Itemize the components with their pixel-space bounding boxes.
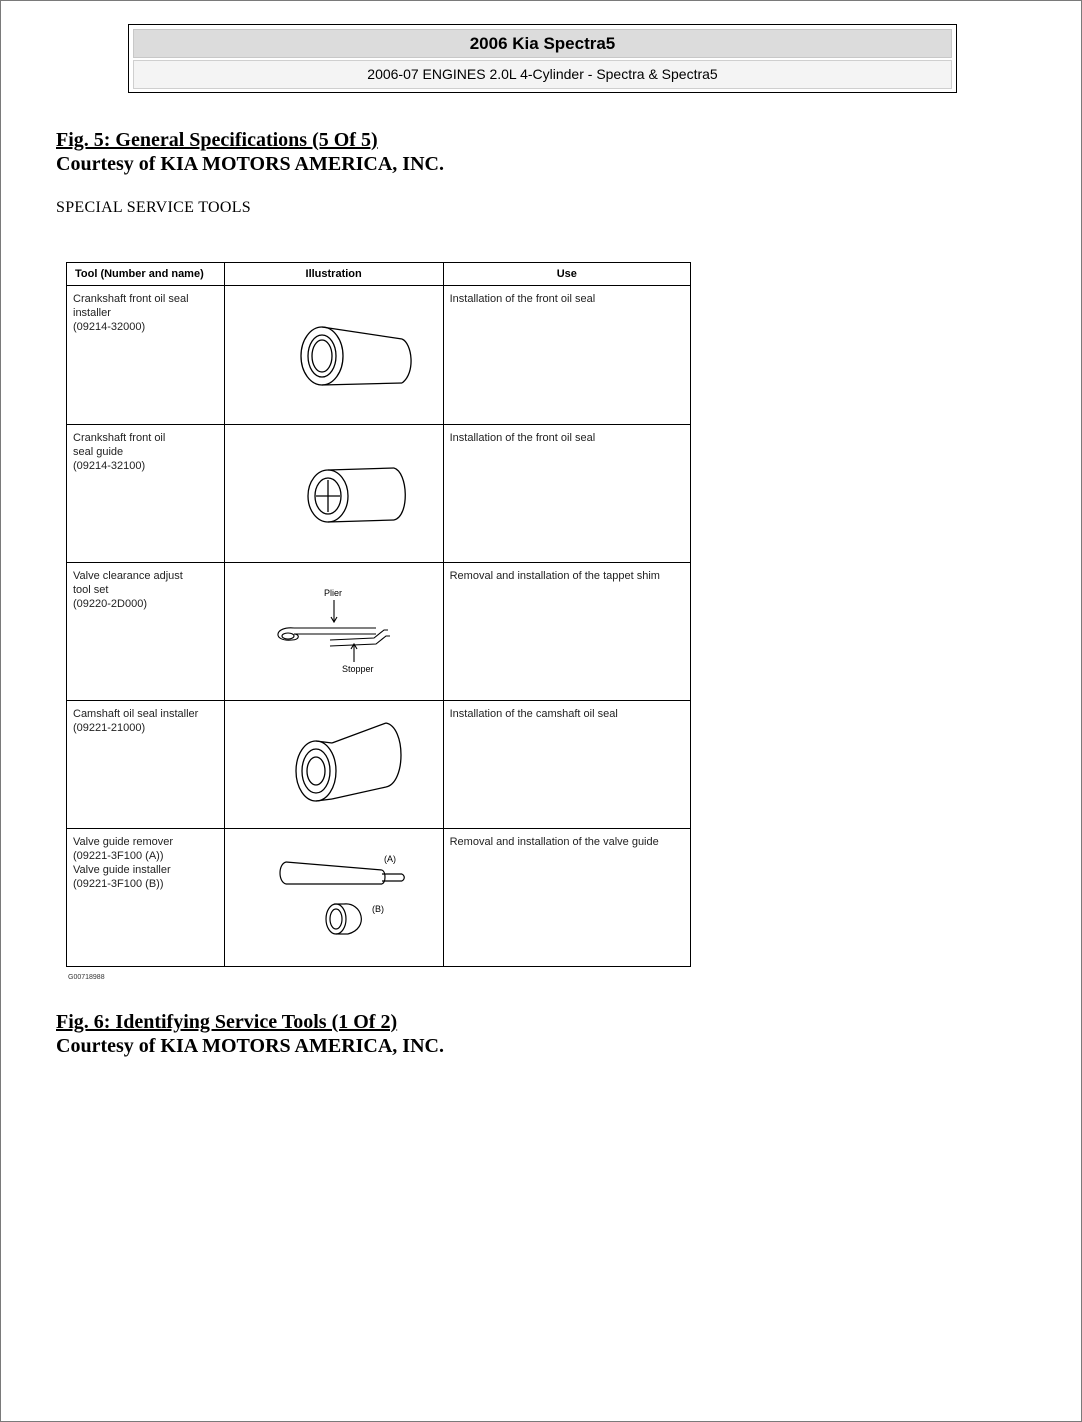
tool-name-line: seal guide	[73, 446, 124, 458]
table-row	[67, 563, 691, 701]
table-header-row	[67, 263, 691, 286]
table-row	[67, 425, 691, 563]
front-oil-seal-guide-illustration	[234, 432, 434, 552]
tool-number: (09220-2D000)	[73, 598, 147, 610]
vehicle-title: 2006 Kia Spectra5	[133, 29, 952, 58]
plier-label: Plier	[323, 587, 342, 598]
camshaft-oil-seal-installer-illustration	[234, 703, 434, 823]
label-a: (A)	[383, 853, 396, 864]
tool-cell	[67, 286, 225, 425]
tool-name-line: Crankshaft front oil seal	[73, 293, 189, 305]
use-cell: Installation of the front oil seal	[443, 425, 690, 563]
fig5-courtesy: Courtesy of KIA MOTORS AMERICA, INC.	[56, 153, 444, 175]
tool-number: (09221-3F100 (A))	[73, 850, 164, 862]
tool-name-line: Valve guide remover	[73, 836, 174, 848]
column-header-use: Use	[443, 263, 690, 286]
tool-name-line: Camshaft oil seal installer	[73, 708, 199, 720]
service-tools-table	[66, 262, 691, 967]
tool-cell	[67, 829, 225, 967]
tool-name-line: Valve clearance adjust	[73, 570, 183, 582]
illustration-cell	[224, 563, 443, 701]
tool-number: (09214-32000)	[73, 321, 146, 333]
illustration-cell	[224, 829, 443, 967]
tool-cell	[67, 425, 225, 563]
use-cell: Removal and installation of the tappet shim	[443, 563, 690, 701]
tool-cell	[67, 701, 225, 829]
front-oil-seal-installer-illustration	[234, 293, 434, 413]
tool-number: (09221-3F100 (B))	[73, 878, 164, 890]
illustration-cell	[224, 286, 443, 425]
tool-name-line: tool set	[73, 584, 109, 596]
tool-name-line: Crankshaft front oil	[73, 432, 166, 444]
table-row	[67, 701, 691, 829]
document-header	[128, 24, 957, 93]
use-cell: Installation of the front oil seal	[443, 286, 690, 425]
tool-name-line: installer	[73, 307, 111, 319]
stopper-label: Stopper	[341, 663, 374, 674]
column-header-illustration: Illustration	[224, 263, 443, 286]
figure-code: G00718988	[68, 974, 105, 981]
section-subtitle: 2006-07 ENGINES 2.0L 4-Cylinder - Spectra & Spectra5	[133, 60, 952, 89]
tool-number: (09214-32100)	[73, 460, 146, 472]
fig6-title[interactable]: Fig. 6: Identifying Service Tools (1 Of 2)	[56, 1011, 398, 1033]
illustration-cell	[224, 701, 443, 829]
illustration-cell	[224, 425, 443, 563]
tool-number: (09221-21000)	[73, 722, 146, 734]
fig5-caption	[56, 128, 444, 176]
label-b: (B)	[371, 903, 384, 914]
column-header-tool: Tool (Number and name)	[67, 263, 225, 286]
valve-clearance-tool-illustration	[234, 570, 434, 690]
tool-cell	[67, 563, 225, 701]
fig5-title[interactable]: Fig. 5: General Specifications (5 Of 5)	[56, 129, 378, 151]
table-row	[67, 829, 691, 967]
valve-guide-tools-illustration	[234, 836, 434, 956]
section-heading: SPECIAL SERVICE TOOLS	[56, 199, 251, 216]
table-row	[67, 286, 691, 425]
use-cell: Installation of the camshaft oil seal	[443, 701, 690, 829]
fig6-courtesy: Courtesy of KIA MOTORS AMERICA, INC.	[56, 1035, 444, 1057]
fig6-caption	[56, 1010, 444, 1058]
tool-name-line: Valve guide installer	[73, 864, 171, 876]
use-cell: Removal and installation of the valve guide	[443, 829, 690, 967]
